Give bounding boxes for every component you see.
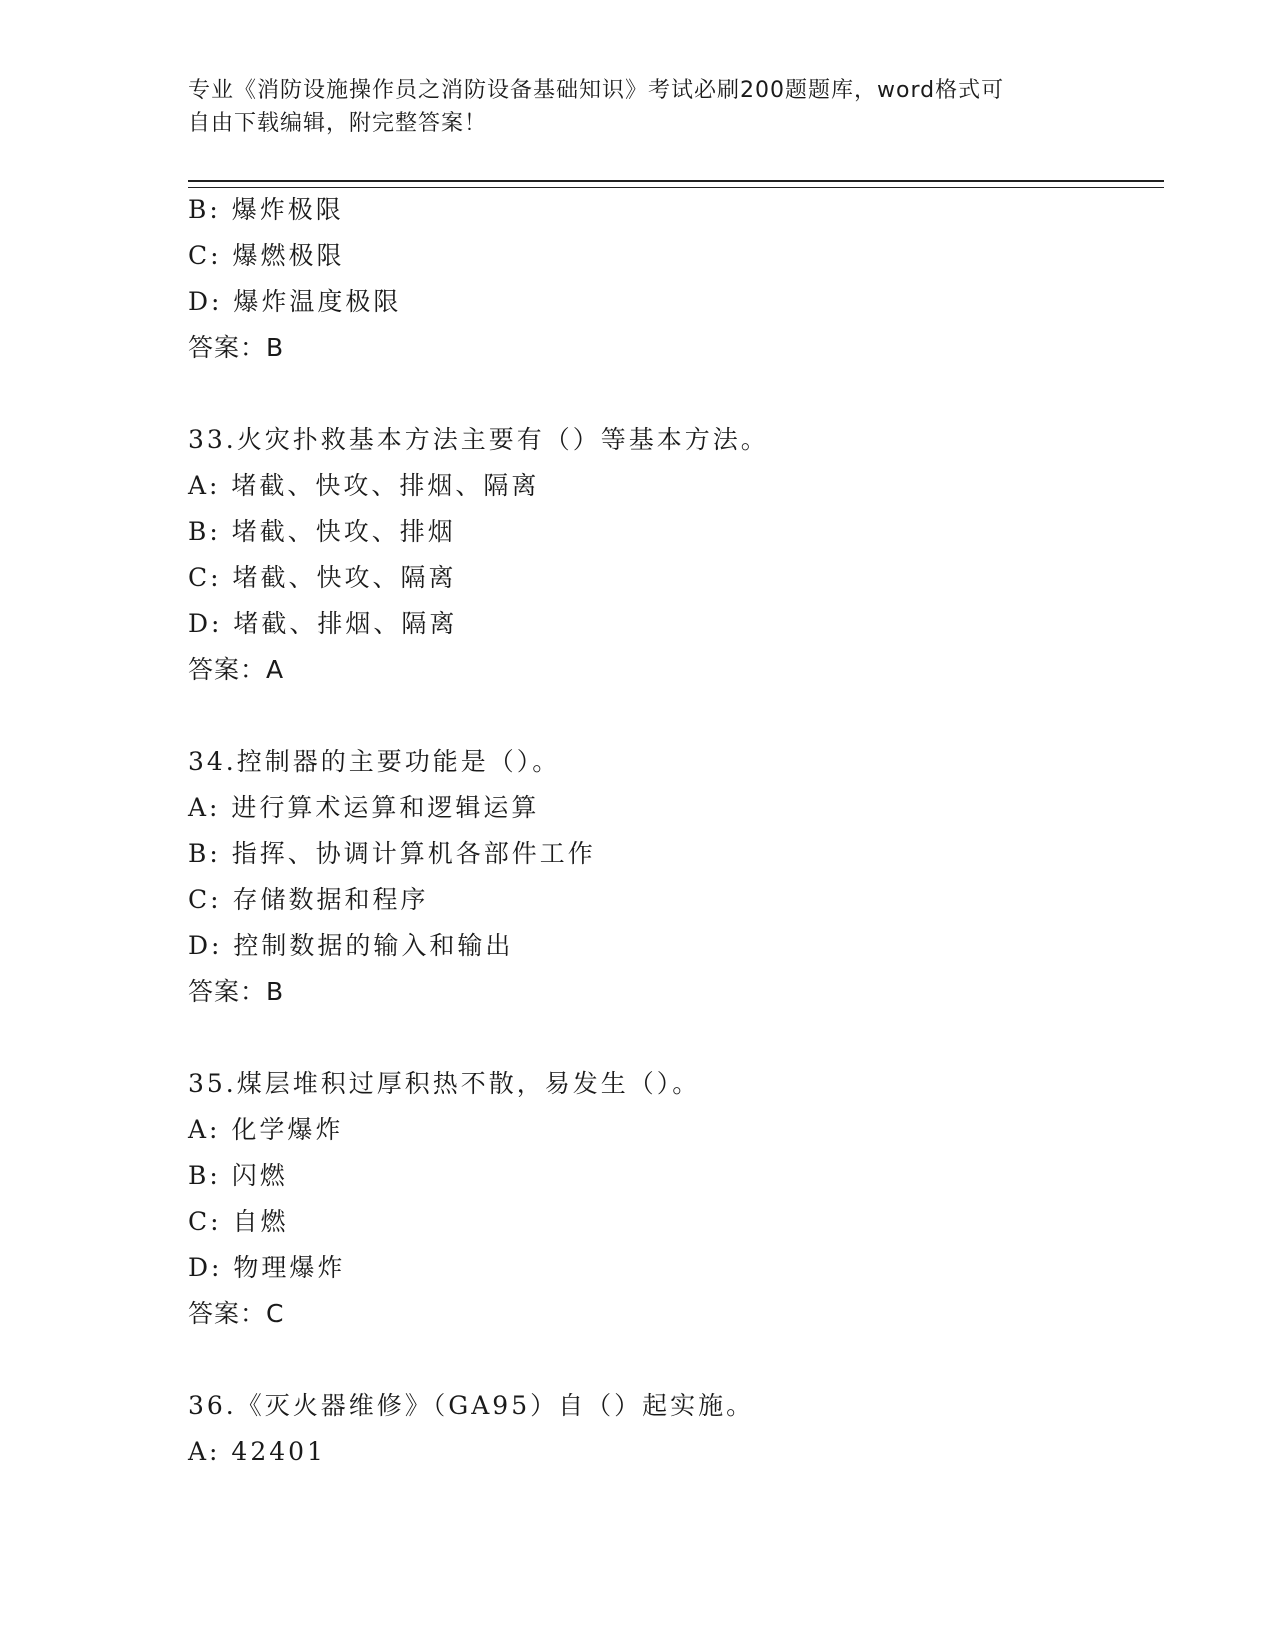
question-block <box>188 739 1164 1015</box>
option-c: C: 爆燃极限 <box>188 241 345 270</box>
question-block <box>188 1383 1164 1475</box>
option-b: B: 闪燃 <box>188 1161 288 1190</box>
question-text: 33.火灾扑救基本方法主要有（）等基本方法。 <box>188 425 769 454</box>
question-text: 34.控制器的主要功能是（）。 <box>188 747 561 776</box>
option-a: A: 化学爆炸 <box>188 1115 344 1144</box>
option-c: C: 堵截、快攻、隔离 <box>188 563 457 592</box>
option-c: C: 存储数据和程序 <box>188 885 429 914</box>
question-block <box>188 1061 1164 1337</box>
answer-line: 答案：B <box>188 977 285 1006</box>
option-b: B: 指挥、协调计算机各部件工作 <box>188 839 596 868</box>
question-list <box>188 187 1164 1475</box>
header-line-2: 自由下载编辑，附完整答案！ <box>188 111 488 136</box>
option-b: B: 爆炸极限 <box>188 195 344 224</box>
option-d: D: 控制数据的输入和输出 <box>188 931 514 960</box>
option-c: C: 自燃 <box>188 1207 289 1236</box>
option-d: D: 物理爆炸 <box>188 1253 346 1282</box>
option-a: A: 42401 <box>188 1437 326 1466</box>
document-header <box>188 74 1088 140</box>
question-text: 36.《灭火器维修》（GA95）自（）起实施。 <box>188 1391 755 1420</box>
option-b: B: 堵截、快攻、排烟 <box>188 517 456 546</box>
option-a: A: 进行算术运算和逻辑运算 <box>188 793 540 822</box>
option-a: A: 堵截、快攻、排烟、隔离 <box>188 471 540 500</box>
answer-line: 答案：A <box>188 655 285 684</box>
header-line-1: 专业《消防设施操作员之消防设备基础知识》考试必刷200题题库，word格式可 <box>188 78 1005 103</box>
question-block <box>188 417 1164 693</box>
answer-line: 答案：B <box>188 333 285 362</box>
question-block <box>188 187 1164 371</box>
option-d: D: 爆炸温度极限 <box>188 287 402 316</box>
question-text: 35.煤层堆积过厚积热不散，易发生（）。 <box>188 1069 701 1098</box>
answer-line: 答案：C <box>188 1299 285 1328</box>
option-d: D: 堵截、排烟、隔离 <box>188 609 458 638</box>
